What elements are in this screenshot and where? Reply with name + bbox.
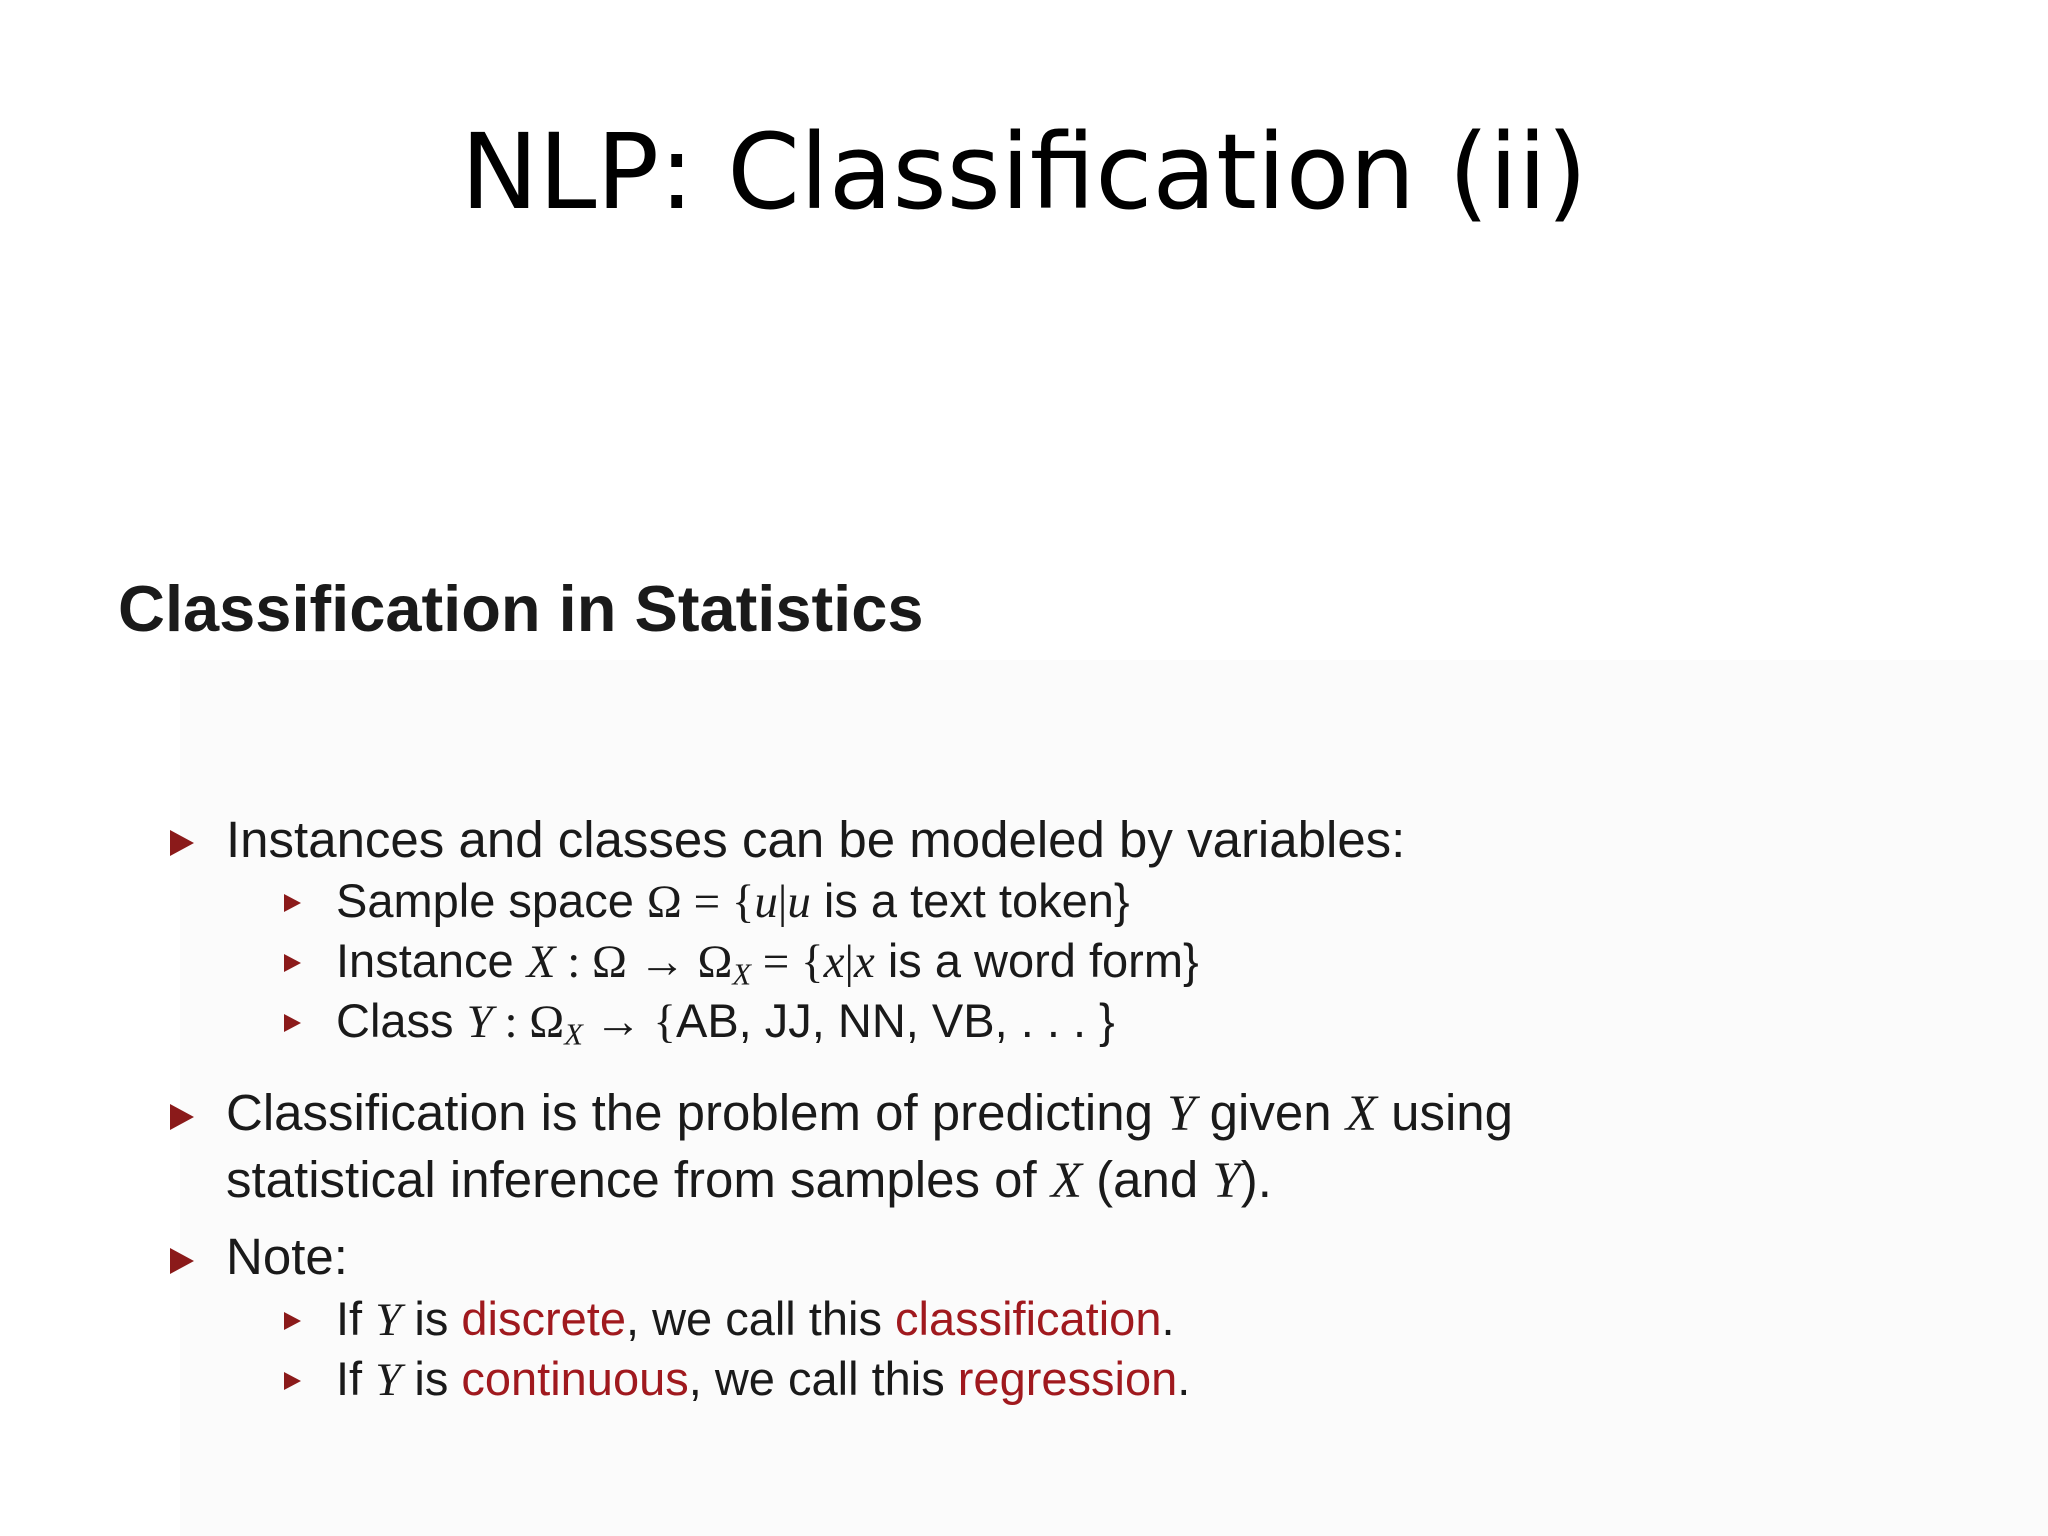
- math-variable: u: [754, 876, 778, 928]
- text-segment: statistical inference from samples of: [226, 1151, 1051, 1209]
- sub-bullet-marker-icon: [284, 1014, 301, 1032]
- text-segment: Class: [336, 994, 467, 1047]
- math-operator: = {: [681, 876, 755, 928]
- math-subscript: X: [732, 957, 752, 992]
- text-segment: , we call this: [625, 1292, 896, 1345]
- embedded-figure: [0, 560, 2048, 1536]
- math-variable: x: [853, 936, 875, 988]
- math-operator: |: [777, 876, 788, 928]
- sub-bullet-continuous: [336, 1348, 1190, 1411]
- text-segment: If: [336, 1352, 376, 1405]
- sub-bullet-class: [336, 990, 1115, 1053]
- math-variable: X: [526, 936, 556, 988]
- sub-bullet-sample-space: [336, 870, 1130, 933]
- sub-bullet-marker-icon: [284, 1372, 301, 1390]
- bullet-note: Note:: [226, 1228, 348, 1285]
- math-operator: : Ω: [492, 996, 565, 1048]
- text-segment: using: [1376, 1084, 1513, 1141]
- math-variable: Y: [375, 1294, 402, 1346]
- sub-bullet-marker-icon: [284, 954, 301, 972]
- math-subscript: X: [564, 1017, 583, 1052]
- bullet-list: [0, 560, 2048, 1536]
- text-segment: is a text token}: [810, 874, 1130, 927]
- bullet-marker-icon: [170, 1104, 194, 1130]
- math-variable: Y: [466, 996, 493, 1048]
- text-segment: ).: [1240, 1151, 1272, 1209]
- text-segment: is: [401, 1292, 462, 1345]
- highlight-term: continuous: [461, 1352, 689, 1405]
- text-segment: Instance: [336, 934, 527, 987]
- bullet-classification-definition: [226, 1080, 1513, 1215]
- sub-bullet-marker-icon: [284, 1312, 301, 1330]
- math-variable: Y: [1212, 1153, 1241, 1210]
- text-segment: (and: [1081, 1151, 1213, 1209]
- math-variable: x: [823, 936, 845, 988]
- math-operator: = {: [751, 936, 824, 988]
- math-operator: : Ω → Ω: [555, 936, 733, 988]
- math-variable: X: [1050, 1153, 1082, 1210]
- math-variable: X: [1345, 1086, 1377, 1142]
- text-segment: Classification is the problem of predicting: [226, 1084, 1168, 1141]
- bullet-marker-icon: [170, 1248, 194, 1274]
- text-segment: , we call this: [688, 1352, 958, 1405]
- section-heading: Classification in Statistics: [118, 572, 924, 645]
- sub-bullet-discrete: [336, 1288, 1175, 1351]
- text-segment: is a word form}: [874, 934, 1199, 987]
- sub-bullet-marker-icon: [284, 894, 301, 912]
- math-operator: |: [844, 936, 854, 988]
- math-variable: u: [787, 876, 811, 928]
- sub-bullet-instance: [336, 930, 1199, 993]
- text-segment: given: [1195, 1084, 1346, 1141]
- bullet-marker-icon: [170, 830, 194, 856]
- math-operator: → {: [582, 996, 676, 1048]
- text-segment: .: [1161, 1292, 1175, 1345]
- text-segment: is: [401, 1352, 462, 1405]
- highlight-term: regression: [957, 1352, 1178, 1405]
- highlight-term: classification: [895, 1292, 1162, 1345]
- highlight-term: discrete: [461, 1292, 626, 1345]
- text-segment: Sample space: [336, 874, 647, 927]
- text-segment: .: [1177, 1352, 1191, 1405]
- text-segment: AB, JJ, NN, VB, . . . }: [675, 994, 1115, 1047]
- math-omega: Ω: [646, 876, 682, 928]
- bullet-variables: Instances and classes can be modeled by variables:: [226, 811, 1406, 868]
- text-segment: If: [336, 1292, 376, 1345]
- math-variable: Y: [1167, 1086, 1196, 1142]
- math-variable: Y: [375, 1354, 402, 1406]
- slide-title: NLP: Classification (ii): [460, 111, 1588, 233]
